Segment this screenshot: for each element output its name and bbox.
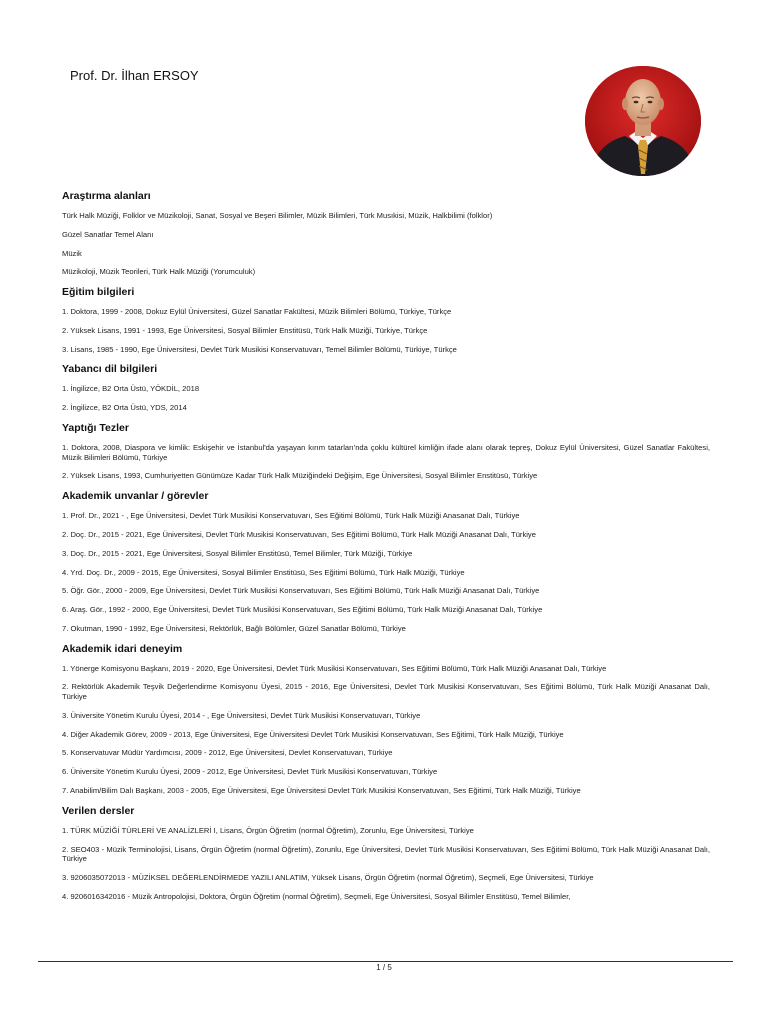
section-titles: [62, 490, 710, 633]
page-number: 1 / 5: [376, 963, 392, 972]
education-item: 3. Lisans, 1985 - 1990, Ege Üniversitesi, Devlet Türk Musikisi Konservatuvarı, Temel Bilimler Bölümü, Türkiye, Türkçe: [62, 344, 457, 354]
research-item: Müzik: [62, 248, 82, 258]
education-item: 1. Doktora, 1999 - 2008, Dokuz Eylül Üniversitesi, Güzel Sanatlar Fakültesi, Müzik Bilimleri Bölümü, Türkiye, Türkçe: [62, 307, 452, 317]
section-theses: [62, 422, 710, 481]
course-item: 1. TÜRK MÜZİĞİ TÜRLERİ VE ANALİZLERİ I, Lisans, Örgün Öğretim (normal Öğretim), Zorunlu, Ege Üniversitesi, Türkiye: [62, 825, 474, 835]
language-item: 1. İngilizce, B2 Orta Üstü, YÖKDİL, 2018: [62, 384, 200, 394]
admin-item: 3. Üniversite Yönetim Kurulu Üyesi, 2014 - , Ege Üniversitesi, Devlet Türk Musikisi Konservatuvarı, Türkiye: [62, 710, 421, 720]
section-title-research: Araştırma alanları: [62, 190, 151, 202]
section-courses: [62, 805, 710, 902]
title-item: 3. Doç. Dr., 2015 - 2021, Ege Üniversitesi, Sosyal Bilimler Enstitüsü, Temel Bilimler, Türk Müziği, Türkiye: [62, 548, 413, 558]
title-item: 7. Okutman, 1990 - 1992, Ege Üniversitesi, Rektörlük, Bağlı Bölümler, Güzel Sanatlar Bölümü, Türkiye: [62, 623, 406, 633]
section-education: [62, 286, 710, 354]
admin-item: 5. Konservatuvar Müdür Yardımcısı, 2009 - 2012, Ege Üniversitesi, Devlet Konservatuvarı, Türkiye: [62, 748, 393, 758]
course-item: 4. 9206016342016 - Müzik Antropolojisi, Doktora, Örgün Öğretim (normal Öğretim), Seçmeli, Ege Üniversitesi, Sosyal Bilimler Enstitüsü, Temel Bilimler,: [62, 891, 571, 901]
research-item: Türk Halk Müziği, Folklor ve Müzikoloji, Sanat, Sosyal ve Beşeri Bilimler, Müzik Bilimleri, Türk Musıkisi, Müzik, Halkbilimi (folklor): [62, 211, 493, 220]
title-item: 2. Doç. Dr., 2015 - 2021, Ege Üniversitesi, Devlet Türk Musikisi Konservatuvarı, Ses Eğitimi Bölümü, Türk Halk Müziği Anasanat Dalı, Türkiye: [62, 529, 536, 539]
admin-item: 4. Diğer Akademik Görev, 2009 - 2013, Ege Üniversitesi, Ege Üniversitesi Devlet Türk Musikisi Konservatuvarı, Ses Eğitimi, Türk Halk Müziği, Türkiye: [62, 729, 564, 739]
portrait-image: [585, 66, 701, 176]
section-title-courses: Verilen dersler: [62, 804, 135, 817]
education-item: 2. Yüksek Lisans, 1991 - 1993, Ege Üniversitesi, Sosyal Bilimler Enstitüsü, Türk Halk Müziği, Türkiye, Türkçe: [62, 325, 428, 335]
cv-content: [62, 190, 710, 910]
footer-divider: [38, 961, 733, 962]
title-item: 6. Araş. Gör., 1992 - 2000, Ege Üniversitesi, Devlet Türk Musikisi Konservatuvarı, Ses Eğitimi Bölümü, Türk Halk Müziği Anasanat Dalı, Türkiye: [62, 605, 543, 615]
section-title-titles: Akademik unvanlar / görevler: [62, 490, 209, 503]
admin-item: 1. Yönerge Komisyonu Başkanı, 2019 - 2020, Ege Üniversitesi, Devlet Türk Musikisi Konservatuvarı, Ses Eğitimi Bölümü, Türk Halk Müziği Anasanat Dalı, Türkiye: [62, 663, 607, 673]
admin-item: 7. Anabilim/Bilim Dalı Başkanı, 2003 - 2005, Ege Üniversitesi, Ege Üniversitesi Devlet Türk Musikisi Konservatuvarı, Ses Eğitimi, Türk Halk Müziği, Türkiye: [62, 785, 581, 795]
course-item: 3. 9206035072013 - MÜZİKSEL DEĞERLENDİRMEDE YAZILI ANLATIM, Yüksek Lisans, Örgün Öğretim (normal Öğretim), Seçmeli, Ege Üniversitesi, Türkiye: [62, 872, 594, 882]
section-admin: [62, 643, 710, 796]
title-item: 1. Prof. Dr., 2021 - , Ege Üniversitesi, Devlet Türk Musikisi Konservatuvarı, Ses Eğitimi Bölümü, Türk Halk Müziği Anasanat Dalı, Türkiye: [62, 511, 520, 521]
thesis-item: 1. Doktora, 2008, Diaspora ve kimlik: Eskişehir ve İstanbul'da yaşayan kırım tatarları'nda çoklu kültürel kimliğin ifade alanı olarak tepreş, Dokuz Eylül Üniversitesi, Güzel Sanatlar Fakültesi, Müzik Bilimleri Bölümü, Türkiye: [62, 443, 710, 462]
title-item: 5. Öğr. Gör., 2000 - 2009, Ege Üniversitesi, Devlet Türk Musikisi Konservatuvarı, Ses Eğitimi Bölümü, Türk Halk Müziği Anasanat Dalı, Türkiye: [62, 586, 540, 596]
admin-item: 2. Rektörlük Akademik Teşvik Değerlendirme Komisyonu Üyesi, 2015 - 2016, Ege Üniversitesi, Devlet Türk Musikisi Konservatuvarı, Ses Eğitimi Bölümü, Türk Halk Müziği Anasanat Dalı, Türkiye: [62, 682, 710, 702]
section-title-education: Eğitim bilgileri: [62, 286, 135, 299]
section-title-admin: Akademik idari deneyim: [62, 642, 183, 655]
section-title-languages: Yabancı dil bilgileri: [62, 363, 158, 376]
course-item: 2. SEO403 - Müzik Terminolojisi, Lisans, Örgün Öğretim (normal Öğretim), Zorunlu, Ege Üniversitesi, Devlet Türk Musikisi Konservatuvarı, Ses Eğitimi Bölümü, Türk Halk Müziği Anasanat Dalı, Türkiye: [62, 844, 710, 864]
section-title-theses: Yaptığı Tezler: [62, 422, 129, 435]
person-name: Prof. Dr. İlhan ERSOY: [70, 68, 199, 83]
section-research: [62, 190, 710, 277]
admin-item: 6. Üniversite Yönetim Kurulu Üyesi, 2009 - 2012, Ege Üniversitesi, Devlet Türk Musikisi Konservatuvarı, Türkiye: [62, 767, 438, 777]
research-item: Müzikoloji, Müzik Teorileri, Türk Halk Müziği (Yorumculuk): [62, 267, 256, 277]
title-item: 4. Yrd. Doç. Dr., 2009 - 2015, Ege Üniversitesi, Sosyal Bilimler Enstitüsü, Ses Eğitimi Bölümü, Türk Halk Müziği, Türkiye: [62, 567, 465, 577]
thesis-item: 2. Yüksek Lisans, 1993, Cumhuriyetten Günümüze Kadar Türk Halk Müziğindeki Değişim, Ege Üniversitesi, Sosyal Bilimler Enstitüsü, Türkiye: [62, 471, 538, 481]
section-languages: [62, 363, 710, 412]
profile-photo: [585, 66, 701, 176]
research-item: Güzel Sanatlar Temel Alanı: [62, 229, 154, 239]
language-item: 2. İngilizce, B2 Orta Üstü, YDS, 2014: [62, 403, 187, 413]
